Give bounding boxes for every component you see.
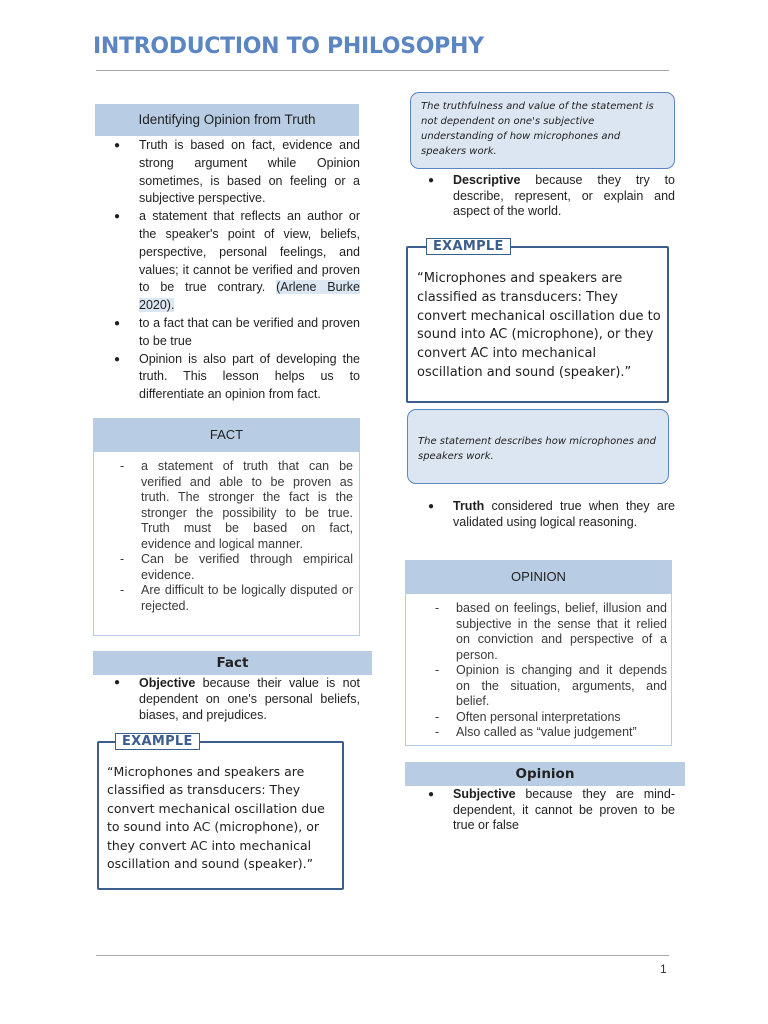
fact-definition-box bbox=[93, 452, 360, 636]
list-item: ● Opinion is also part of developing the truth. This lesson helps us to differentiate an opinion from fact. bbox=[114, 351, 360, 404]
list-item: ● Descriptive because they try to describe, represent, or explain and aspect of the world. bbox=[428, 173, 675, 220]
list-item: - Also called as “value judgement” bbox=[433, 725, 667, 741]
objective-list bbox=[114, 675, 360, 723]
example-quote: “Microphones and speakers are classified as transducers: They convert mechanical oscillation due to sound into AC (microphone), or they convert AC into mechanical oscillation and sound (speaker).” bbox=[417, 271, 661, 380]
objective-term: Objective bbox=[139, 676, 196, 690]
list-item: - Can be verified through empirical evidence. bbox=[118, 552, 353, 583]
truth-list bbox=[428, 499, 675, 530]
list-item: - a statement of truth that can be verified and able to be proven as truth. The stronger the fact is the stronger the possibility to be true. Truth must be based on fact, evidence and logical manner. bbox=[118, 459, 353, 552]
example-label: EXAMPLE bbox=[426, 238, 511, 255]
example-box-descriptive bbox=[406, 239, 669, 403]
section-title-identifying: Identifying Opinion from Truth bbox=[95, 104, 359, 136]
list-item: - Often personal interpretations bbox=[433, 710, 667, 726]
footer-divider bbox=[96, 955, 669, 956]
list-item: ● Truth considered true when they are validated using logical reasoning. bbox=[428, 499, 675, 530]
callout-note-truthfulness: The truthfulness and value of the statement is not dependent on one's subjective understanding of how microphones and speakers work. bbox=[410, 92, 675, 169]
example-quote: “Microphones and speakers are classified as transducers: They convert mechanical oscillation due to sound into AC (microphone), or they convert AC into mechanical oscillation and sound (speaker).” bbox=[107, 764, 325, 872]
example-box-fact bbox=[97, 734, 344, 890]
list-item: - Opinion is changing and it depends on the situation, arguments, and belief. bbox=[433, 663, 667, 710]
page-title: INTRODUCTION TO PHILOSOPHY bbox=[93, 34, 484, 59]
page-number: 1 bbox=[660, 962, 667, 976]
example-label: EXAMPLE bbox=[115, 733, 200, 750]
header-divider bbox=[96, 70, 669, 71]
list-item: ● Objective because their value is not dependent on one's personal beliefs, biases, and prejudices. bbox=[114, 675, 360, 723]
intro-bullet-list bbox=[114, 137, 360, 404]
opinion-table-header: OPINION bbox=[405, 560, 672, 594]
fact-table-header: FACT bbox=[93, 418, 360, 452]
fact-heading: Fact bbox=[93, 651, 372, 675]
list-item: ● Subjective because they are mind- dependent, it cannot be proven to be true or false bbox=[428, 787, 675, 834]
list-item: - Are difficult to be logically disputed or rejected. bbox=[118, 583, 353, 614]
descriptive-list bbox=[428, 173, 675, 220]
list-item: ● Truth is based on fact, evidence and strong argument while Opinion sometimes, is based on feeling or a subjective perspective. bbox=[114, 137, 360, 208]
list-item: ● a statement that reflects an author or the speaker's point of view, beliefs, perspective, personal feelings, and values; it cannot be verified and proven to be true contrary. (Arlene Burke 2020). bbox=[114, 208, 360, 315]
descriptive-term: Descriptive bbox=[453, 173, 521, 187]
subjective-list bbox=[428, 787, 675, 834]
list-item: - based on feelings, belief, illusion and subjective in the sense that it relied on conviction and perspective of a person. bbox=[433, 601, 667, 663]
subjective-term: Subjective bbox=[453, 787, 516, 801]
list-item: ● to a fact that can be verified and proven to be true bbox=[114, 315, 360, 351]
opinion-definition-box bbox=[405, 594, 672, 746]
callout-note-describes: The statement describes how microphones and speakers work. bbox=[407, 409, 669, 484]
citation-highlight: (Arlene Burke 2020). bbox=[139, 280, 360, 313]
opinion-heading: Opinion bbox=[405, 762, 685, 786]
truth-term: Truth bbox=[453, 499, 485, 513]
